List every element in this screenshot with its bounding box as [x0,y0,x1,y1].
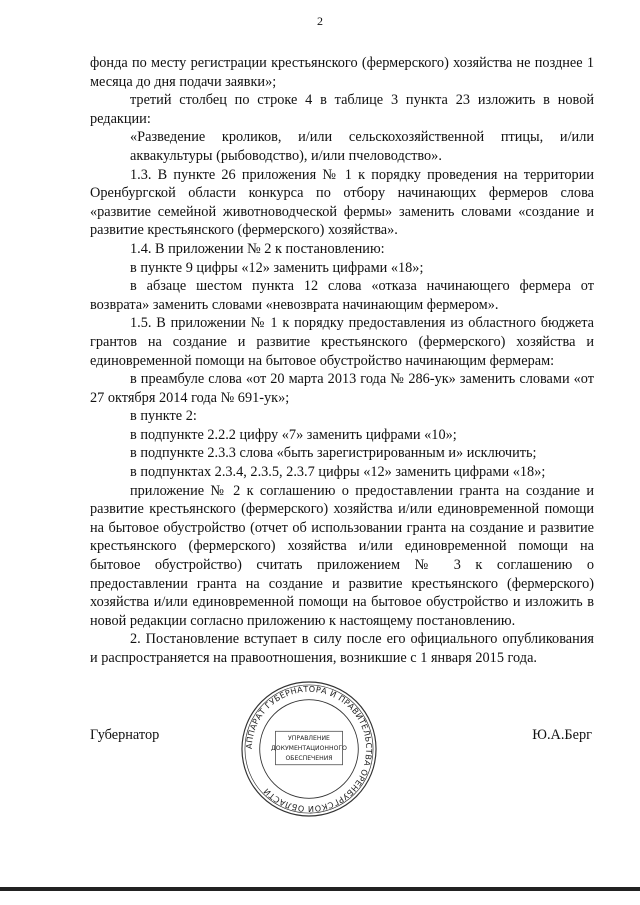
paragraph: приложение № 2 к соглашению о предоставлении гранта на создание и развитие крестьянского (фермерского) хозяйства и/или единовременной помощи на бытовое обустройство (отчет об использовании гранта на создание и развитие крестьянского (фермерского) хозяйства и/или единовременной помощи на бытовое обустройство) считать приложением № 3 к соглашению о предоставлении гранта на создание и развитие крестьянского (фермерского) хозяйства и/или единовременной помощи на бытовое обустройство и изложить в новой редакции согласно приложению к настоящему постановлению. [90,482,594,629]
paragraph: 2. Постановление вступает в силу после его официального опубликования и распространяется на правоотношения, возникшие с 1 января 2015 года. [90,631,594,666]
paragraph: «Разведение кроликов, и/или сельскохозяйственной птицы, и/или аквакультуры (рыбоводство), и/или пчеловодство». [130,129,594,164]
seal-line: ДОКУМЕНТАЦИОННОГО [271,744,347,752]
paragraph: 1.4. В приложении № 2 к постановлению: [130,240,385,257]
paragraph: фонда по месту регистрации крестьянского (фермерского) хозяйства не позднее 1 месяца до дня подачи заявки»; [90,55,594,90]
paragraph: 1.3. В пункте 26 приложения № 1 к порядку проведения на территории Оренбургской области конкурса по отбору начинающих фермеров слова «развитие семейной животноводческой фермы» заменить словами «создание и развитие крестьянского (фермерского) хозяйства». [90,166,594,239]
paragraph: в подпункте 2.3.3 слова «быть зарегистрированным и» исключить; [130,445,537,462]
seal-ring-text: АППАРАТ ГУБЕРНАТОРА И ПРАВИТЕЛЬСТВА ОРЕНБУРГСКОЙ ОБЛАСТИ [243,683,375,815]
paragraph: в абзаце шестом пункта 12 слова «отказа начинающего фермера от возврата» заменить словами «невозврата начинающим фермером». [90,278,594,313]
paragraph: в подпункте 2.2.2 цифру «7» заменить цифрами «10»; [130,426,457,443]
paragraph: в преамбуле слова «от 20 марта 2013 года № 286-ук» заменить словами «от 27 октября 2014 года № 691-ук»; [90,371,594,406]
paragraph: в подпунктах 2.3.4, 2.3.5, 2.3.7 цифры «12» заменить цифрами «18»; [130,464,546,481]
paragraph: в пункте 9 цифры «12» заменить цифрами «18»; [130,259,424,276]
page-number: 2 [317,14,323,28]
paragraph: третий столбец по строке 4 в таблице 3 пункта 23 изложить в новой редакции: [90,92,594,127]
seal-line: УПРАВЛЕНИЕ [288,735,330,743]
seal-line: ОБЕСПЕЧЕНИЯ [285,754,333,762]
paragraph: 1.5. В приложении № 1 к порядку предоставления из областного бюджета грантов на создание и развитие крестьянского (фермерского) хозяйства и единовременной помощи на бытовое обустройство начинающим фермерам: [90,315,594,369]
signatory-name: Ю.А.Берг [532,727,592,743]
official-seal [240,680,378,818]
paragraph: в пункте 2: [130,408,197,425]
bottom-rule [0,887,640,891]
document-body [90,54,594,668]
signatory-title: Губернатор [90,727,160,743]
